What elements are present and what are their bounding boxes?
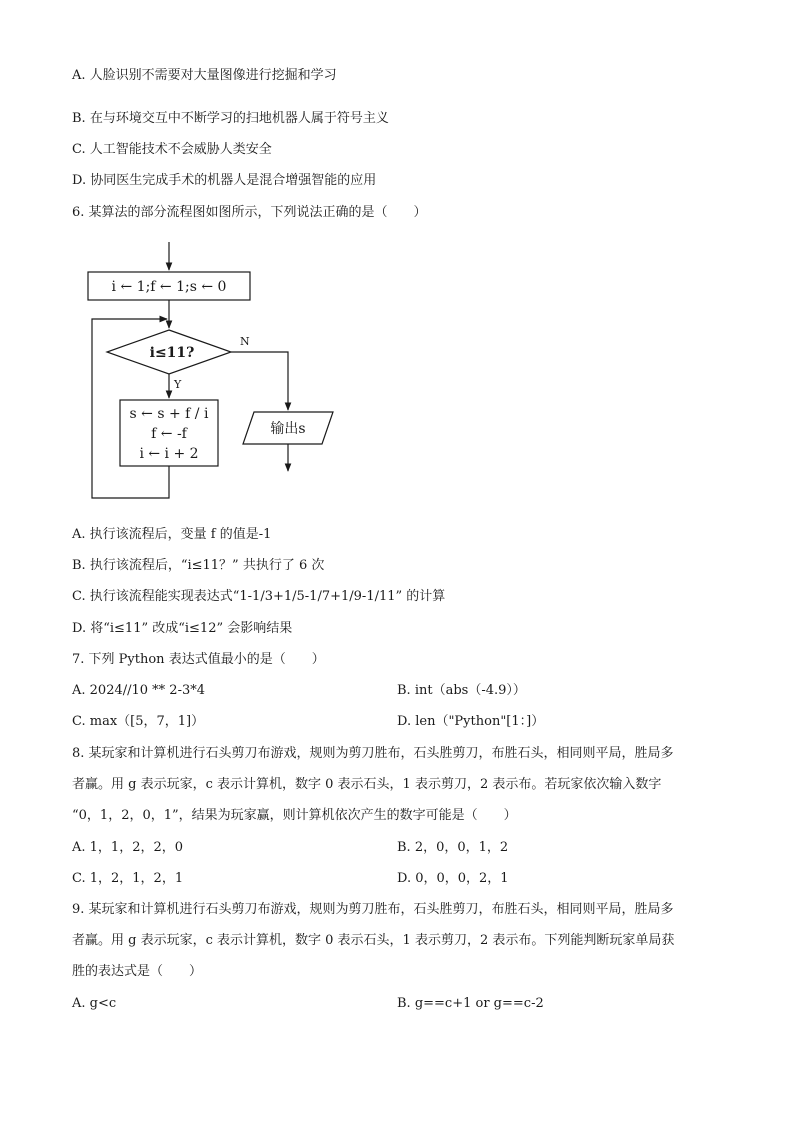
q9-option-a: A. g<c [72, 996, 117, 1011]
q8-stem-line-3: “0，1，2，0，1”，结果为玩家赢，则计算机依次产生的数字可能是（ ） [72, 808, 517, 823]
flow-no-label: N [240, 335, 250, 348]
q9-option-b: B. g==c+1 or g==c-2 [397, 996, 544, 1011]
flow-arrow-no [231, 352, 288, 410]
flow-yes-label: Y [174, 378, 182, 391]
flow-body-line-2: f ← -f [151, 426, 187, 442]
q9-stem-line-2: 者赢。用 g 表示玩家，c 表示计算机，数字 0 表示石头，1 表示剪刀，2 表示布。下列能判断玩家单局获 [72, 933, 675, 948]
q5-option-c: C. 人工智能技术不会威胁人类安全 [72, 142, 272, 157]
q8-stem-line-1: 8. 某玩家和计算机进行石头剪刀布游戏，规则为剪刀胜布，石头胜剪刀，布胜石头，相同则平局，胜局多 [72, 746, 674, 761]
q8-option-a: A. 1，1，2，2，0 [72, 840, 184, 855]
q8-option-b: B. 2，0，0，1，2 [397, 840, 509, 855]
q6-stem: 6. 某算法的部分流程图如图所示，下列说法正确的是（ ） [72, 205, 427, 220]
q7-option-b: B. int（abs（-4.9）） [397, 683, 526, 698]
q7-stem: 7. 下列 Python 表达式值最小的是（ ） [72, 652, 325, 667]
flow-body-line-1: s ← s + f / i [129, 406, 209, 422]
q5-option-b: B. 在与环境交互中不断学习的扫地机器人属于符号主义 [72, 111, 389, 126]
q8-option-d: D. 0，0，0，2，1 [397, 871, 509, 886]
flow-output-text: 输出s [270, 421, 306, 437]
q7-option-c: C. max（[5，7，1]） [72, 714, 205, 729]
q9-stem-line-3: 胜的表达式是（ ） [72, 964, 203, 979]
q5-option-a: A. 人脸识别不需要对大量图像进行挖掘和学习 [72, 68, 337, 83]
q7-option-d: D. len（"Python"[1：]） [397, 714, 545, 729]
q9-stem-line-1: 9. 某玩家和计算机进行石头剪刀布游戏，规则为剪刀胜布，石头胜剪刀，布胜石头，相同则平局，胜局多 [72, 902, 674, 917]
q6-option-d: D. 将“i≤11” 改成“i≤12” 会影响结果 [72, 621, 293, 636]
flow-init-text: i ← 1;f ← 1;s ← 0 [111, 279, 227, 295]
q6-option-b: B. 执行该流程后，“i≤11？” 共执行了 6 次 [72, 558, 325, 573]
q7-option-a: A. 2024//10 ** 2-3*4 [72, 683, 206, 698]
q6-flowchart [86, 240, 356, 502]
q8-stem-line-2: 者赢。用 g 表示玩家，c 表示计算机，数字 0 表示石头，1 表示剪刀，2 表示布。若玩家依次输入数字 [72, 777, 662, 792]
q6-option-a: A. 执行该流程后，变量 f 的值是-1 [72, 527, 272, 542]
q8-option-c: C. 1，2，1，2，1 [72, 871, 184, 886]
flow-condition-text: i≤11? [149, 345, 195, 361]
q5-option-d: D. 协同医生完成手术的机器人是混合增强智能的应用 [72, 173, 377, 188]
q6-option-c: C. 执行该流程能实现表达式“1-1/3+1/5-1/7+1/9-1/11” 的计算 [72, 589, 446, 604]
flow-body-line-3: i ← i + 2 [139, 446, 199, 462]
